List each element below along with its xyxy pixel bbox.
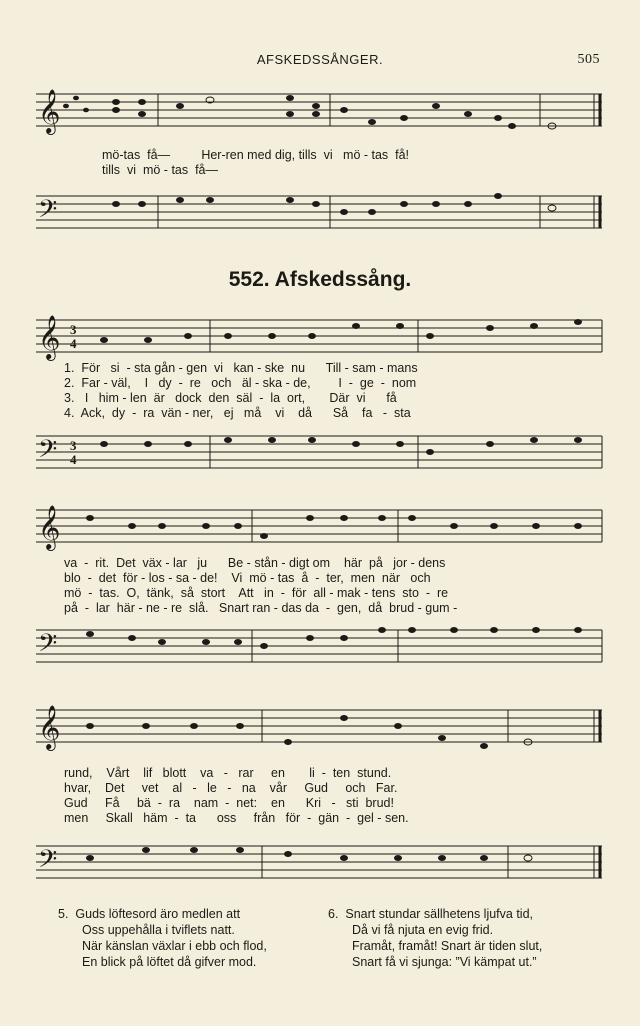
svg-text:3: 3: [70, 438, 77, 453]
top-notes: [112, 95, 556, 129]
verse-5-line-3: När känslan växlar i ebb och flod,: [82, 939, 267, 953]
verse-6: [328, 906, 598, 970]
verse-6-line-3: Framåt, framåt! Snart är tiden slut,: [352, 939, 543, 953]
system2-treble-staff: [0, 500, 640, 556]
svg-text:𝄞: 𝄞: [38, 317, 61, 359]
verse-5-line-2: Oss uppehålla i tviflets natt.: [82, 923, 235, 937]
system2-bass-staff: [0, 620, 640, 674]
svg-text:𝄢: 𝄢: [38, 196, 58, 229]
verse-6-line-2: Då vi få njuta en evig frid.: [352, 923, 494, 937]
system3-bass-staff: [0, 834, 640, 894]
top-bass-staff: [0, 180, 640, 240]
top-lyric-line-2: tills vi mö - tas få—: [102, 163, 218, 177]
page-number: 505: [577, 52, 600, 67]
top-treble-staff: [0, 88, 640, 148]
system3-lyric-1: rund, Vårt lif blott va - rar en li - ten stund.: [64, 766, 392, 780]
system3-lyric-3: Gud Få bä - ra nam - net: en Kri - sti brud!: [64, 796, 394, 810]
system1-lyric-3: 3. I him - len är dock den säl - la ort, Där vi få: [64, 391, 397, 405]
system2-lyric-1: va - rit. Det väx - lar ju Be - stån - digt om här på jor - dens: [64, 556, 446, 570]
svg-text:𝄞: 𝄞: [38, 91, 61, 133]
verse-5-line-1: 5. Guds löftesord äro medlen att: [58, 907, 241, 921]
svg-text:𝄢: 𝄢: [38, 436, 58, 469]
hymn-title: 552. Afskedssång.: [228, 268, 412, 291]
system3-treble-staff: [0, 698, 640, 762]
system1-lyric-2: 2. Far - väl, I dy - re och äl - ska - de, I - ge - nom: [64, 376, 417, 390]
svg-text:4: 4: [70, 336, 77, 351]
system1-bass-staff: [0, 426, 640, 480]
svg-text:3: 3: [70, 322, 77, 337]
running-header: AFSKEDSSÅNGER.: [256, 52, 384, 67]
system1-lyric-1: 1. För si - sta gån - gen vi kan - ske nu Till - sam - mans: [64, 361, 418, 375]
svg-text:𝄞: 𝄞: [38, 507, 61, 549]
system2-lyric-4: på - lar här - ne - re slå. Snart ran - das da - gen, då brud - gum -: [64, 601, 458, 615]
system2-lyric-2: blo - det för - los - sa - de! Vi mö - tas å - ter, men när och: [64, 571, 431, 585]
svg-text:𝄞: 𝄞: [38, 707, 61, 749]
verse-5: [58, 906, 328, 970]
svg-text:𝄢: 𝄢: [38, 846, 58, 879]
svg-text:4: 4: [70, 452, 77, 467]
verse-6-line-4: Snart få vi sjunga: ”Vi kämpat ut.”: [352, 955, 537, 969]
svg-text:𝄢: 𝄢: [38, 630, 58, 663]
top-lyric-line-1: mö-tas få— Her-ren med dig, tills vi mö - tas få!: [102, 148, 410, 162]
system1-lyric-4: 4. Ack, dy - ra vän - ner, ej må vi då Så fa - sta: [64, 406, 411, 420]
verse-6-line-1: 6. Snart stundar sällhetens ljufva tid,: [328, 907, 533, 921]
system2-lyric-3: mö - tas. O, tänk, så stort Att in - för all - mak - tens sto - re: [64, 586, 449, 600]
system1-treble-staff: [0, 310, 640, 366]
system3-lyric-2: hvar, Det vet al - le - na vår Gud och Far.: [64, 781, 398, 795]
system3-lyric-4: men Skall häm - ta oss från för - gän - gel - sen.: [64, 811, 409, 825]
verse-5-line-4: En blick på löftet då gifver mod.: [82, 955, 257, 969]
